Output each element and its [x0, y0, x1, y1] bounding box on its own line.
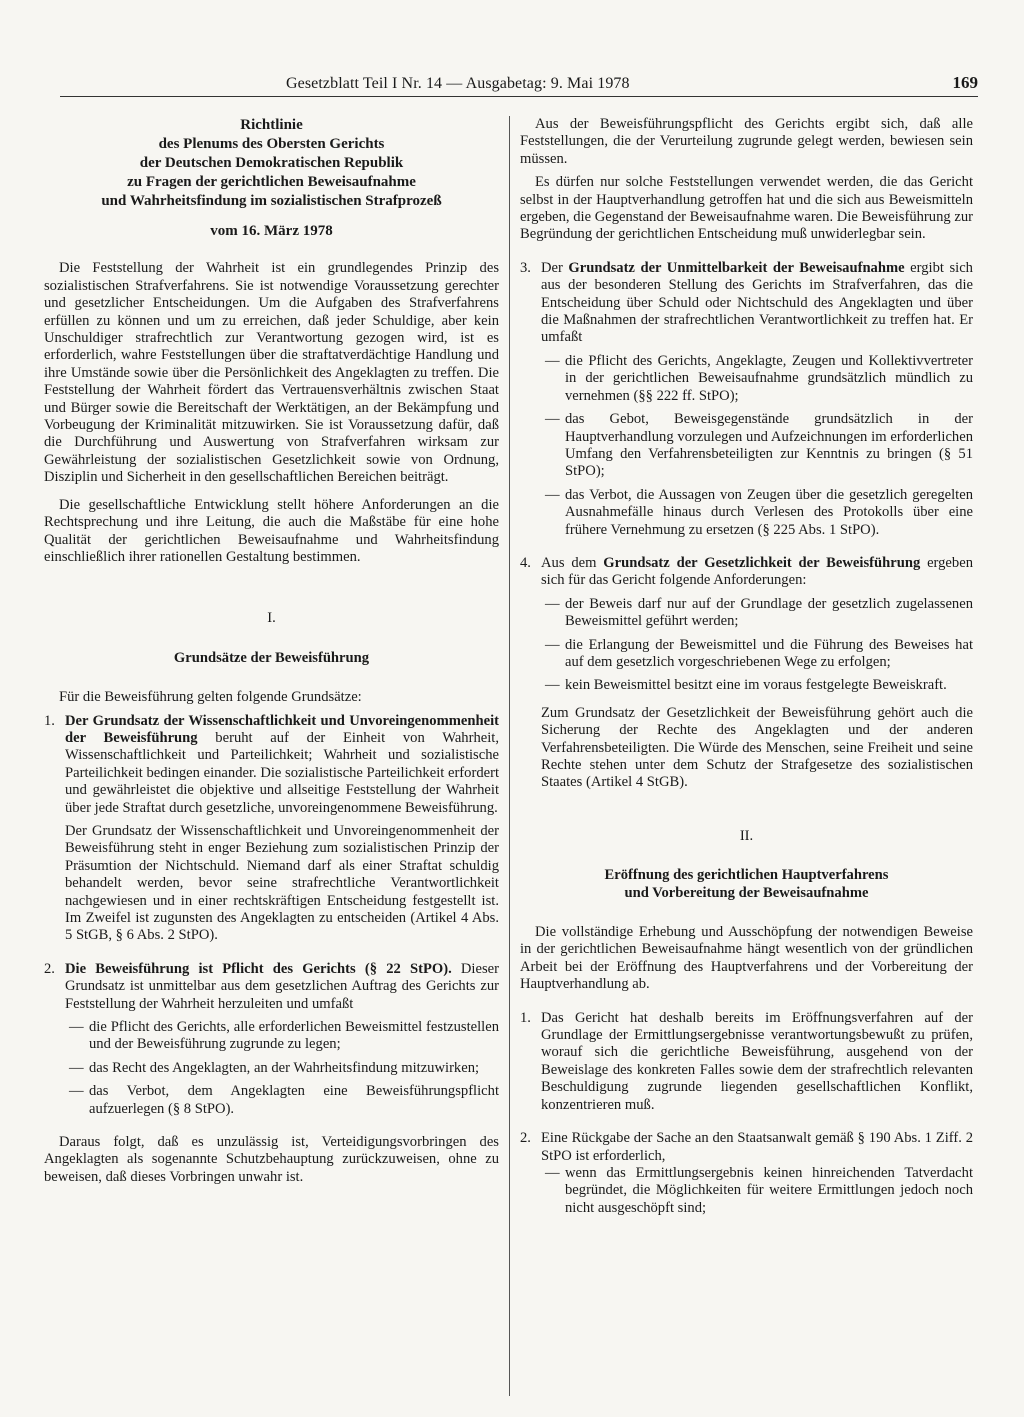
page-number: 169 [952, 73, 978, 92]
item-number: 1. [44, 712, 55, 729]
dash-item [65, 1083, 499, 1118]
dash-item [541, 411, 973, 481]
item-body: beruht auf der Einheit von Wahrheit, Wissenschaftlichkeit und Parteilichkeit; Wahrheit und sozialistische Parteilichkeit bedingen einander. Die sozialistische Parteilichkeit erfordert und gewährleistet die objektive und allseitige Feststellung der Wahrheit über jede Straftat durch gesetzliche, unvoreingenommene Beweisführung. [65, 729, 500, 816]
item-bold: Grundsatz der Gesetzlichkeit der Beweisführung [603, 554, 921, 571]
dash-item [541, 487, 973, 539]
list-item [520, 555, 973, 792]
dash-mark: — [545, 636, 560, 653]
dash-mark: — [545, 677, 560, 694]
item-text [541, 555, 973, 590]
item-text: Das Gericht hat deshalb bereits im Eröffnungsverfahren auf der Grundlage der Ermittlungsergebnisse verantwortungsbewußt zu prüfen, worauf sich die gerichtliche Beweisführung, ausgehend von der Beweislage des konkreten Falles sowie dem der strafrechtlich relevanten Beschuldigung zugrunde liegenden gesellschaftlichen Konflikt, konzentrieren muß. [541, 1009, 973, 1113]
section-heading: Eröffnung des gerichtlichen Hauptverfahrens [604, 867, 889, 884]
column-divider [509, 116, 510, 1396]
item-number: 4. [520, 554, 531, 571]
dash-item [541, 1165, 973, 1217]
list-item [520, 1010, 973, 1114]
title-line: zu Fragen der gerichtlichen Beweisaufnahme [127, 174, 416, 190]
intro-paragraph: Die gesellschaftliche Entwicklung stellt höhere Anforderungen an die Rechtsprechung und ihre Leitung, die auch die Maßstäbe für eine hohe Qualität der gerichtlichen Beweisaufnahme und Wahrheitsfindung einschließlich ihrer rationellen Gestaltung bestimmen. [44, 496, 499, 565]
item-bold: Der Grundsatz der Wissenschaftlichkeit und Unvoreingenommenheit der Beweisführung [65, 712, 499, 746]
dash-text: das Gebot, Beweisgegenstände grundsätzlich in der Hauptverhandlung vorzulegen und Aufzeichnungen im erforderlichen Umfang den Verfahrensbeteiligten zur Kenntnis zu bringen (§ 51 StPO); [565, 411, 973, 480]
section-heading: und Vorbereitung der Beweisaufnahme [624, 884, 869, 901]
dash-item [541, 596, 973, 631]
page-header [60, 74, 978, 97]
dash-item [65, 1019, 499, 1054]
item-number: 3. [520, 259, 531, 276]
dash-text: das Verbot, dem Angeklagten eine Beweisführungspflicht aufzuerlegen (§ 8 StPO). [89, 1083, 499, 1117]
item-number: 2. [44, 960, 55, 977]
item-text [65, 713, 499, 817]
section-numeral: I. [267, 610, 276, 627]
dash-text: der Beweis darf nur auf der Grundlage der gesetzlich zugelassenen Beweismittel geführt werden; [565, 595, 973, 630]
item-paragraph: Zum Grundsatz der Gesetzlichkeit der Beweisführung gehört auch die Sicherung der Rechte des Angeklagten und der anderen Verfahrensbeteiligten. Die Würde des Menschen, seine Freiheit und seine Rechte stehen unter dem Schutz der Strafgesetze des sozialistischen Staates (Artikel 4 StGB). [541, 704, 973, 791]
intro-paragraph: Die Feststellung der Wahrheit ist ein grundlegendes Prinzip des sozialistischen Strafverfahrens. Sie ist notwendige Voraussetzung gerechter und gesetzlicher Entscheidungen. Um die Aufgaben des Strafverfahrens erfüllen zu können und um zu erreichen, daß jeder Schuldige, aber kein Unschuldiger strafrechtlich zur Verantwortung gezogen wird, ist es erforderlich, wahre Feststellungen über die straftatverdächtige Handlung und ihre Umstände sowie über die Persönlichkeit des Angeklagten zu treffen. Die Feststellung der Wahrheit fördert das Vertrauensverhältnis zwischen Staat und Bürger sowie die Bereitschaft der Werktätigen, an der Bekämpfung und Vorbeugung der Kriminalität mitzuwirken. Sie ist Voraussetzung dafür, daß die Durchführung und Auswertung von Strafverfahren wirksam zur Gewährleistung der sozialistischen Gesetzlichkeit sowie von Ordnung, Disziplin und Sicherheit in den gesellschaftlichen Bereichen beiträgt. [44, 260, 499, 486]
item-text [541, 260, 973, 347]
title-line: der Deutschen Demokratischen Republik [139, 155, 404, 171]
item-text: Eine Rückgabe der Sache an den Staatsanwalt gemäß § 190 Abs. 1 Ziff. 2 StPO ist erforderlich, [541, 1130, 973, 1164]
left-column [44, 116, 499, 1186]
dash-text: die Erlangung der Beweismittel und die Führung des Beweises hat auf dem gesetzlich vorgeschriebenen Wege zu erfolgen; [565, 636, 973, 670]
dash-mark: — [545, 352, 560, 369]
body-paragraph: Daraus folgt, daß es unzulässig ist, Verteidigungsvorbringen des Angeklagten als sogenannte Schutzbehauptung zurückzuweisen, ohne zu beweisen, daß dieses Vorbringen unwahr ist. [44, 1134, 499, 1185]
item-text [65, 961, 499, 1013]
dash-mark: — [545, 595, 560, 612]
body-paragraph: Es dürfen nur solche Feststellungen verwendet werden, die das Gericht selbst in der Hauptverhandlung getroffen hat und die sich aus Beweismitteln ergeben, die Gegenstand der Beweisaufnahme waren. Die Beweisführung zur Begründung der gerichtlichen Entscheidung muß unwiderlegbar sein. [520, 174, 973, 243]
list-item [520, 1130, 973, 1217]
item-body: Dieser Grundsatz ist unmittelbar aus dem gesetzlichen Auftrag des Gerichts zur Feststellung der Wahrheit herzuleiten und umfaßt [65, 960, 499, 1012]
dash-item [65, 1060, 499, 1077]
document-date: vom 16. März 1978 [210, 223, 333, 239]
section-intro: Die vollständige Erhebung und Ausschöpfung der notwendigen Beweise in der gerichtlichen Beweisaufnahme hängt wesentlich von der gründlichen Arbeit bei der Eröffnung des Hauptverfahrens und der Vorbereitung der Hauptverhandlung ab. [520, 924, 973, 993]
item-body: ergibt sich aus der besonderen Stellung des Gerichts im Strafverfahren, das die Entscheidung über Schuld oder Nichtschuld des Angeklagten und über die Maßnahmen der strafrechtlichen Verantwortlichkeit zu treffen hat. Er umfaßt [541, 259, 973, 346]
body-paragraph: Aus der Beweisführungspflicht des Gerichts ergibt sich, daß alle Feststellungen, die der Verurteilung zugrunde gelegt werden, bewiesen sein müssen. [520, 116, 973, 167]
dash-text: wenn das Ermittlungsergebnis keinen hinreichenden Tatverdacht begründet, die Möglichkeiten für weitere Ermittlungen jedoch noch nicht ausgeschöpft sind; [565, 1164, 973, 1216]
right-column [520, 116, 973, 1217]
dash-text: kein Beweismittel besitzt eine im voraus festgelegte Beweiskraft. [565, 677, 947, 694]
section-numeral: II. [739, 827, 754, 844]
item-number: 1. [520, 1009, 531, 1026]
dash-item [541, 677, 973, 694]
title-line: Richtlinie [240, 117, 303, 133]
running-title: Gesetzblatt Teil I Nr. 14 — Ausgabetag: 9. Mai 1978 [286, 75, 630, 92]
item-bold: Grundsatz der Unmittelbarkeit der Beweisaufnahme [568, 259, 905, 276]
dash-text: die Pflicht des Gerichts, Angeklagte, Zeugen und Kollektivvertreter in der gerichtlichen Beweisaufnahme grundsätzlich mündlich zu vernehmen (§§ 222 ff. StPO); [565, 352, 973, 404]
dash-mark: — [545, 411, 560, 428]
dash-mark: — [69, 1083, 84, 1100]
item-paragraph: Der Grundsatz der Wissenschaftlichkeit und Unvoreingenommenheit der Beweisführung steht in enger Beziehung zum sozialistischen Prinzip der Präsumtion der Nichtschuld. Niemand darf als einer Straftat schuldig behandelt werden, bevor seine strafrechtliche Verantwortlichkeit nachgewiesen und in einer rechtskräftigen Entscheidung festgestellt ist. Im Zweifel ist zugunsten des Angeklagten zu entscheiden (Artikel 4 Abs. 5 StGB, § 6 Abs. 2 StPO). [65, 822, 499, 944]
section-lead: Für die Beweisführung gelten folgende Grundsätze: [59, 689, 362, 706]
list-item [44, 713, 499, 945]
dash-item [541, 637, 973, 672]
title-line: und Wahrheitsfindung im sozialistischen Strafprozeß [101, 193, 442, 209]
item-bold: Die Beweisführung ist Pflicht des Gerichts (§ 22 StPO). [65, 960, 452, 977]
dash-mark: — [545, 1164, 560, 1181]
dash-item [541, 353, 973, 405]
item-pre: Der [541, 259, 569, 276]
section-heading: Grundsätze der Beweisführung [173, 649, 370, 666]
item-body: ergeben sich für das Gericht folgende Anforderungen: [541, 554, 973, 589]
list-item [44, 961, 499, 1118]
list-item [520, 260, 973, 539]
dash-text: das Verbot, die Aussagen von Zeugen über die gesetzlich geregelten Ausnahmefälle hinaus durch Verlesen des Protokolls über eine frühere Vernehmung zu ersetzen (§ 225 Abs. 1 StPO). [565, 486, 973, 538]
title-line: des Plenums des Obersten Gerichts [158, 136, 385, 152]
dash-mark: — [69, 1019, 84, 1036]
dash-text: das Recht des Angeklagten, an der Wahrheitsfindung mitzuwirken; [89, 1059, 480, 1076]
dash-mark: — [69, 1059, 84, 1076]
dash-text: die Pflicht des Gerichts, alle erforderlichen Beweismittel festzustellen und der Beweisführung zugrunde zu legen; [89, 1019, 499, 1053]
dash-mark: — [545, 486, 560, 503]
item-pre: Aus dem [541, 554, 604, 571]
document-title [44, 116, 499, 211]
item-number: 2. [520, 1130, 531, 1147]
